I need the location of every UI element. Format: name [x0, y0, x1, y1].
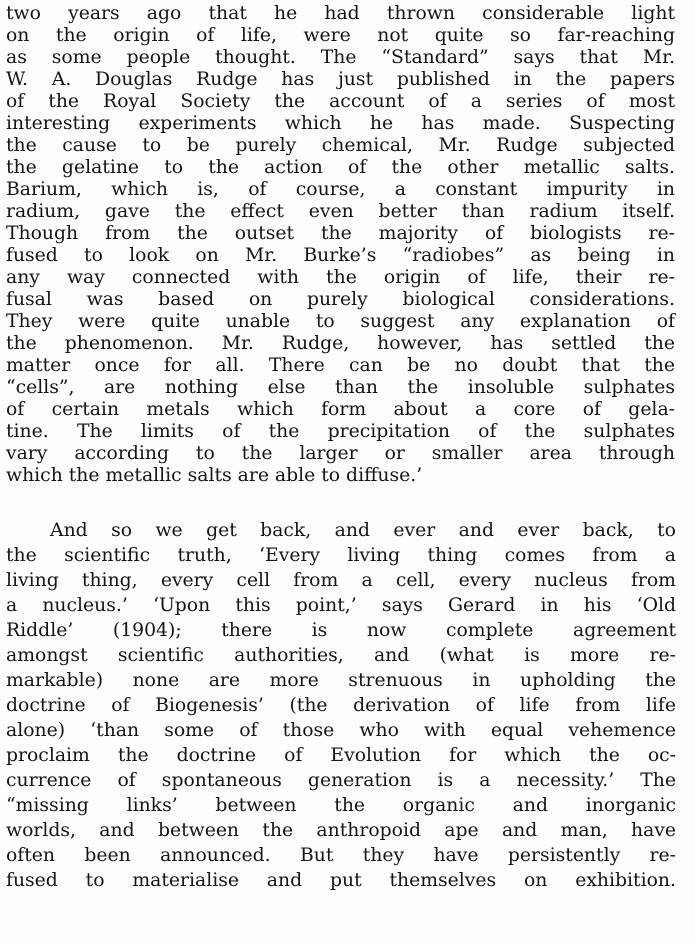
paragraph-first-line: And so we get back, and ever and ever back, to [50, 520, 676, 541]
text-line: vary according to the larger or smaller area through [6, 443, 675, 464]
text-line: two years ago that he had thrown considerable light [6, 3, 675, 24]
text-line: fused to look on Mr. Burke’s “radiobes” as being in [6, 245, 675, 266]
text-line: which the metallic salts are able to diffuse.’ [6, 465, 423, 486]
text-line: Riddle’ (1904); there is now complete agreement [6, 620, 676, 641]
text-line: Though from the outset the majority of biologists re- [6, 223, 675, 244]
text-line: a nucleus.’ ‘Upon this point,’ says Gerard in his ‘Old [6, 595, 676, 616]
text-line: tine. The limits of the precipitation of the sulphates [6, 421, 675, 442]
text-line: proclaim the doctrine of Evolution for which the oc- [6, 745, 676, 766]
text-line: “cells”, are nothing else than the insoluble sulphates [6, 377, 675, 398]
text-line: the cause to be purely chemical, Mr. Rudge subjected [6, 135, 675, 156]
text-line: currence of spontaneous generation is a necessity.’ The [6, 770, 676, 791]
text-line: living thing, every cell from a cell, every nucleus from [6, 570, 676, 591]
text-line: interesting experiments which he has made. Suspecting [6, 113, 675, 134]
text-line: amongst scientific authorities, and (what is more re- [6, 645, 676, 666]
text-line: markable) none are more strenuous in upholding the [6, 670, 676, 691]
text-line: alone) ‘than some of those who with equal vehemence [6, 720, 676, 741]
text-line: the gelatine to the action of the other metallic salts. [6, 157, 675, 178]
text-line: of the Royal Society the account of a series of most [6, 91, 675, 112]
text-line: Barium, which is, of course, a constant impurity in [6, 179, 675, 200]
text-line: as some people thought. The “Standard” says that Mr. [6, 47, 675, 68]
text-line: worlds, and between the anthropoid ape and man, have [6, 820, 676, 841]
text-line: on the origin of life, were not quite so far-reaching [6, 25, 675, 46]
text-line: often been announced. But they have persistently re- [6, 845, 676, 866]
text-line: any way connected with the origin of life, their re- [6, 267, 675, 288]
text-line: “missing links’ between the organic and inorganic [6, 795, 676, 816]
text-line: fused to materialise and put themselves on exhibition. [6, 870, 676, 891]
text-line: radium, gave the effect even better than radium itself. [6, 201, 675, 222]
text-line: fusal was based on purely biological considerations. [6, 289, 675, 310]
text-line: matter once for all. There can be no doubt that the [6, 355, 675, 376]
text-line: the scientific truth, ‘Every living thing comes from a [6, 545, 676, 566]
text-line: W. A. Douglas Rudge has just published in the papers [6, 69, 675, 90]
text-line: the phenomenon. Mr. Rudge, however, has settled the [6, 333, 675, 354]
text-line: of certain metals which form about a core of gela- [6, 399, 675, 420]
text-line: doctrine of Biogenesis’ (the derivation of life from life [6, 695, 676, 716]
text-line: They were quite unable to suggest any explanation of [6, 311, 675, 332]
